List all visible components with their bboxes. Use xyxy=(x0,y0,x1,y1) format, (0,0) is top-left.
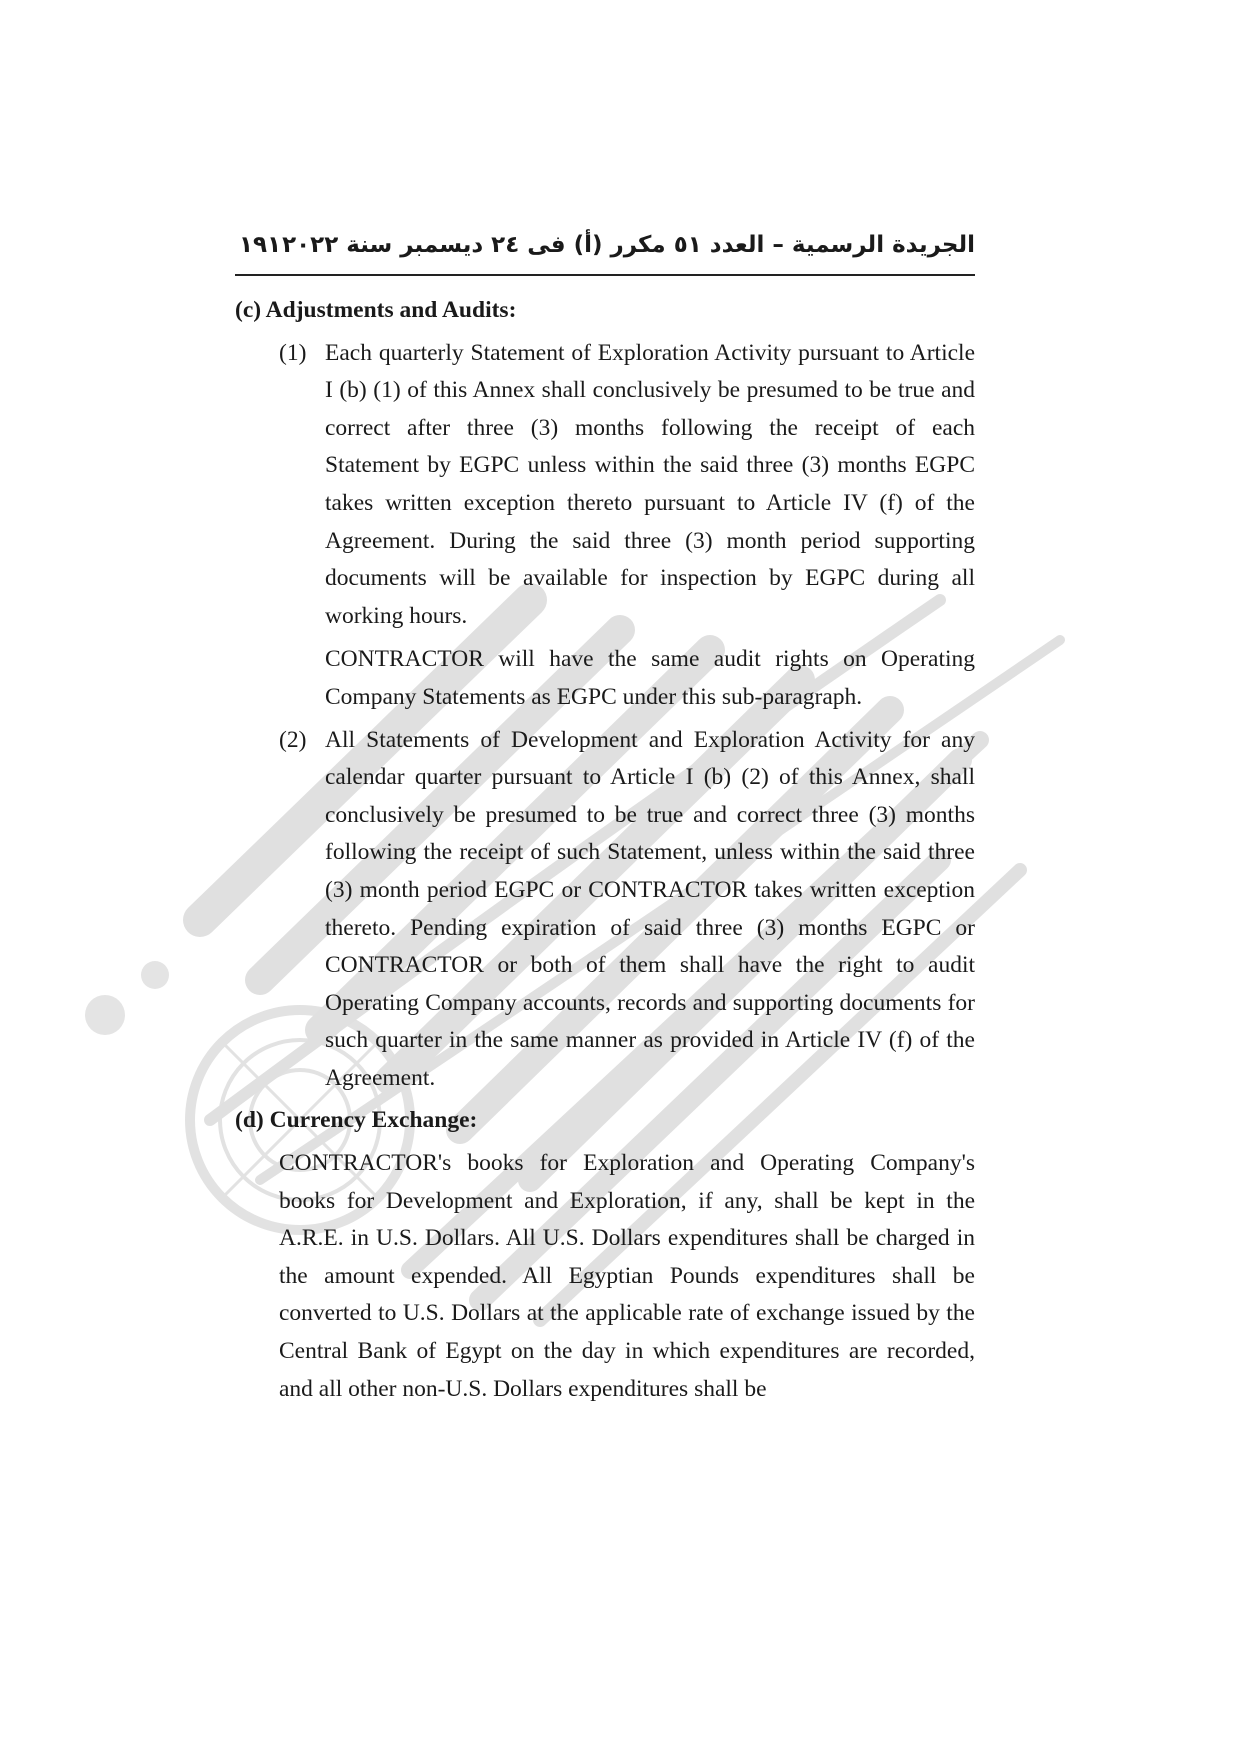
page-header xyxy=(235,228,975,276)
item-2-number: (2) xyxy=(279,726,307,753)
section-d-heading: (d) Currency Exchange: xyxy=(235,1107,478,1134)
section-c-item-2 xyxy=(279,722,975,1098)
item-1-number: (1) xyxy=(279,339,307,366)
item-2-text: All Statements of Development and Exploration Activity for any calendar quarter pursuant to Article I (b) (2) of this Annex, shall conclusively be presumed to be true and correct three (3) months following the receipt of such Statement, unless within the said three (3) month period EGPC or CONTRACTOR takes written exception thereto. Pending expiration of said three (3) months EGPC or CONTRACTOR or both of them shall have the right to audit Operating Company accounts, records and supporting documents for such quarter in the same manner as provided in Article IV (f) of the Agreement. xyxy=(325,726,975,1091)
page-number: ١٩١ xyxy=(239,232,282,258)
item-1-text: Each quarterly Statement of Exploration Activity pursuant to Article I (b) (1) of this Annex shall conclusively be presumed to be true and correct after three (3) months following the receipt of each Statement by EGPC unless within the said three (3) months EGPC takes written exception thereto pursuant to Article IV (f) of the Agreement. During the said three (3) month period supporting documents will be available for inspection by EGPC during all working hours. xyxy=(325,339,975,629)
section-c-item-1 xyxy=(279,335,975,717)
item-1-continuation: CONTRACTOR will have the same audit rights on Operating Company Statements as EGPC under this sub-paragraph. xyxy=(325,646,975,710)
gazette-header-title: الجريدة الرسمية – العدد ٥١ مكرر (أ) فى ٢٤ ديسمبر سنة ٢٠٢٢ xyxy=(282,232,975,258)
document-body xyxy=(235,292,975,1408)
section-d-text: CONTRACTOR's books for Exploration and Operating Company's books for Development and Exploration, if any, shall be kept in the A.R.E. in U.S. Dollars. All U.S. Dollars expenditures shall be charged in the amount expended. All Egyptian Pounds expenditures shall be converted to U.S. Dollars at the applicable rate of exchange issued by the Central Bank of Egypt on the day in which expenditures are recorded, and all other non-U.S. Dollars expenditures shall be xyxy=(279,1150,975,1402)
section-c-heading: (c) Adjustments and Audits: xyxy=(235,297,517,323)
